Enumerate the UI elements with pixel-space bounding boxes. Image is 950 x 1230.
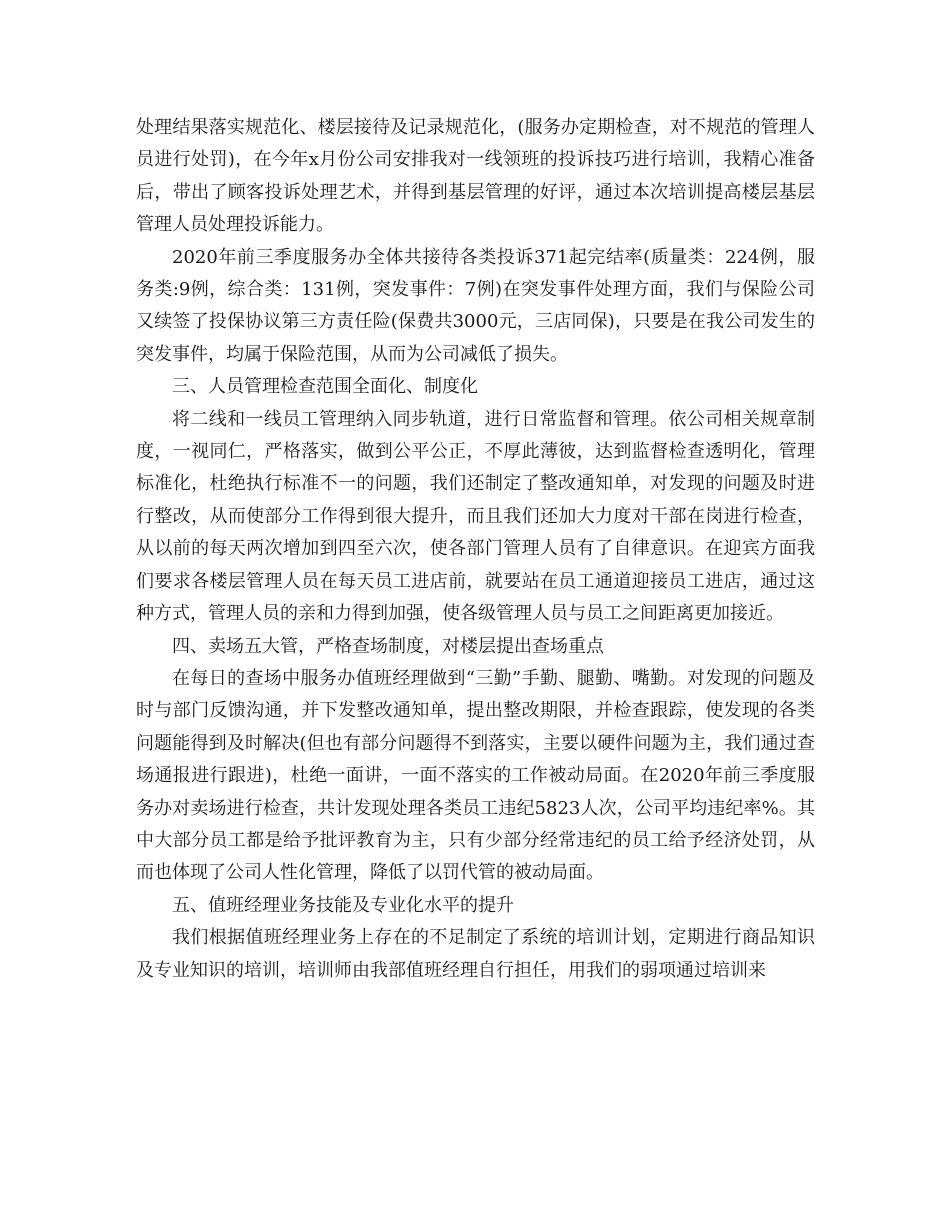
paragraph-staff-management: 将二线和一线员工管理纳入同步轨道，进行日常监督和管理。依公司相关规章制度，一视同仁，严格落实，做到公平公正，不厚此薄彼，达到监督检查透明化，管理标准化，杜绝执行标准不一的问题，我们还制定了整改通知单，对发现的问题及时进行整改，从而使部分工作得到很大提升，而且我们还加大力度对干部在岗进行检查，从以前的每天两次增加到四至六次，使各部门管理人员有了自律意识。在迎宾方面我们要求各楼层管理人员在每天员工进店前，就要站在员工通道迎接员工进店，通过这种方式，管理人员的亲和力得到加强，使各级管理人员与员工之间距离更加接近。 xyxy=(136,408,815,625)
paragraph-floor-inspection: 在每日的查场中服务办值班经理做到“三勤”手勤、腿勤、嘴勤。对发现的问题及时与部门反馈沟通，并下发整改通知单，提出整改期限，并检查跟踪，使发现的各类问题能得到及时解决(但也有部分问题得不到落实，主要以硬件问题为主，我们通过查场通报进行跟进)，杜绝一面讲，一面不落实的工作被动局面。在2020年前三季度服务办对卖场进行检查，共计发现处理各类员工违纪5823人次，公司平均违纪率%。其中大部分员工都是给予批评教育为主，只有少部分经常违纪的员工给予经济处罚，从而也体现了公司人性化管理，降低了以罚代管的被动局面。 xyxy=(136,667,815,884)
paragraph-complaint-training: 处理结果落实规范化、楼层接待及记录规范化，(服务办定期检查，对不规范的管理人员进行处罚)，在今年x月份公司安排我对一线领班的投诉技巧进行培训，我精心准备后，带出了顾客投诉处理艺术，并得到基层管理的好评，通过本次培训提高楼层基层管理人员处理投诉能力。 xyxy=(136,117,815,236)
section-heading-5: 五、值班经理业务技能及专业化水平的提升 xyxy=(172,894,514,916)
section-heading-4: 四、卖场五大管，严格查场制度，对楼层提出查场重点 xyxy=(172,635,604,657)
section-heading-3: 三、人员管理检查范围全面化、制度化 xyxy=(172,376,478,398)
paragraph-manager-training: 我们根据值班经理业务上存在的不足制定了系统的培训计划，定期进行商品知识及专业知识的培训，培训师由我部值班经理自行担任，用我们的弱项通过培训来 xyxy=(136,927,815,981)
paragraph-complaint-statistics: 2020年前三季度服务办全体共接待各类投诉371起完结率(质量类：224例，服务类:9例，综合类：131例，突发事件：7例)在突发事件处理方面，我们与保险公司又续签了投保协议第三方责任险(保费共3000元，三店同保)，只要是在我公司发生的突发事件，均属于保险范围，从而为公司减低了损失。 xyxy=(136,246,815,365)
